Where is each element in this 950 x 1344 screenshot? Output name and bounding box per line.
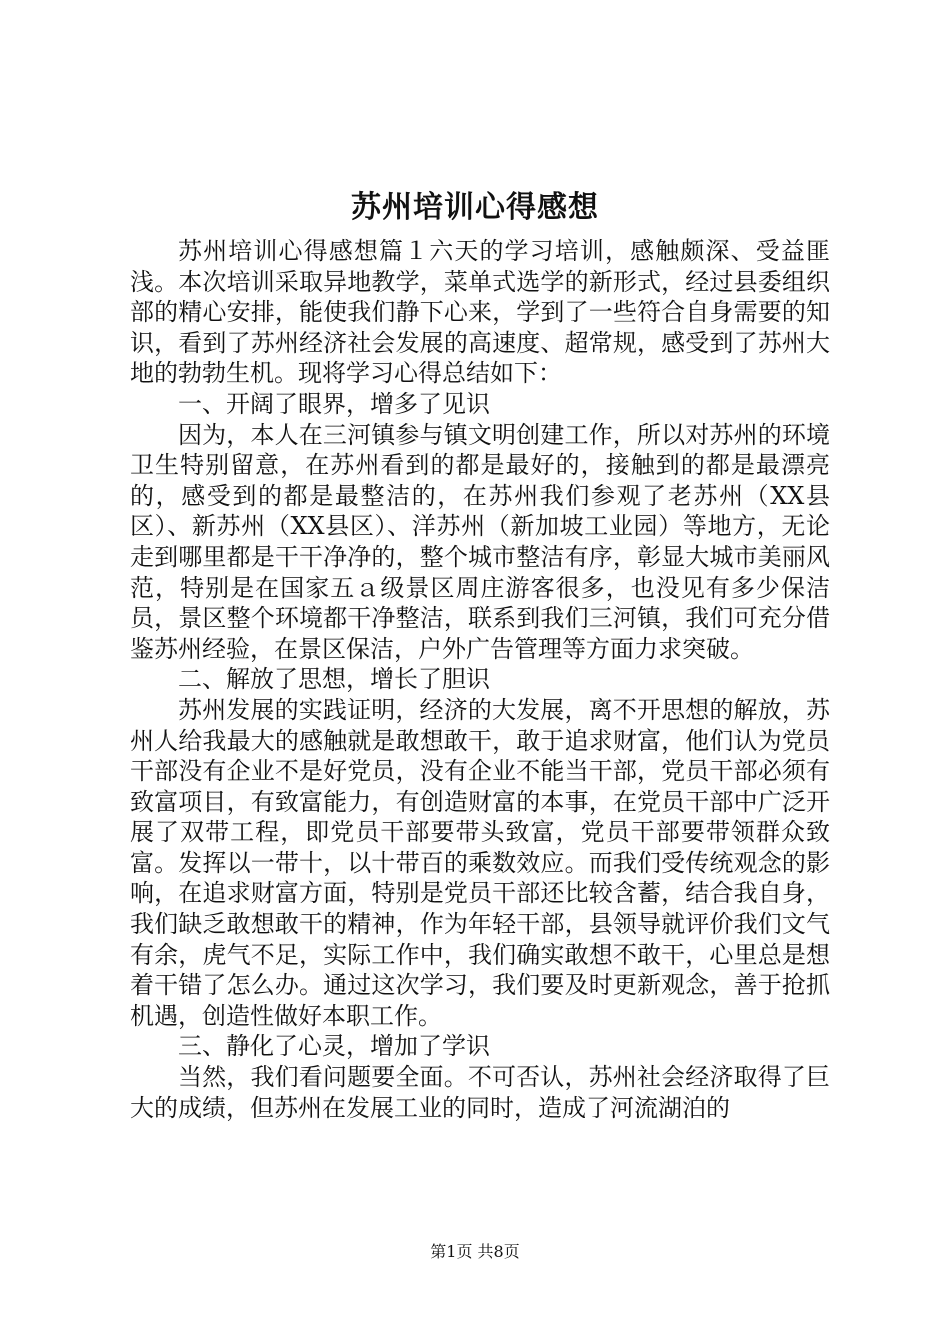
document-title: 苏州培训心得感想	[351, 190, 599, 225]
section-paragraph-1: 因为，本人在三河镇参与镇文明创建工作，所以对苏州的环境卫生特别留意，在苏州看到的都是最好的，接触到的都是最漂亮的，感受到的都是最整洁的，在苏州我们参观了老苏州（XX县区）、新苏州（XX县区）、洋苏州（新加坡工业园）等地方，无论走到哪里都是干干净净的，整个城市整洁有序，彰显大城市美丽风范，特别是在国家五ａ级景区周庄游客很多，也没见有多少保洁员，景区整个环境都干净整洁，联系到我们三河镇，我们可充分借鉴苏州经验，在景区保洁，户外广告管理等方面力求突破。	[130, 420, 830, 663]
section-paragraph-3: 当然，我们看问题要全面。不可否认，苏州社会经济取得了巨大的成绩，但苏州在发展工业的同时，造成了河流湖泊的	[130, 1063, 830, 1122]
page-footer: 第1页 共8页	[430, 1242, 520, 1261]
section-heading-3: 三、静化了心灵，增加了学识	[178, 1032, 490, 1061]
intro-paragraph: 苏州培训心得感想篇１六天的学习培训，感触颇深、受益匪浅。本次培训采取异地教学，菜单式选学的新形式，经过县委组织部的精心安排，能使我们静下心来，学到了一些符合自身需要的知识，看到了苏州经济社会发展的高速度、超常规，感受到了苏州大地的勃勃生机。现将学习心得总结如下：	[130, 237, 830, 388]
section-heading-1: 一、开阔了眼界，增多了见识	[178, 389, 490, 418]
section-paragraph-2: 苏州发展的实践证明，经济的大发展，离不开思想的解放，苏州人给我最大的感触就是敢想敢干，敢于追求财富，他们认为党员干部没有企业不是好党员，没有企业不能当干部，党员干部必须有致富项目，有致富能力，有创造财富的本事，在党员干部中广泛开展了双带工程，即党员干部要带头致富，党员干部要带领群众致富。发挥以一带十，以十带百的乘数效应。而我们受传统观念的影响，在追求财富方面，特别是党员干部还比较含蓄，结合我自身，我们缺乏敢想敢干的精神，作为年轻干部，县领导就评价我们文气有余，虎气不足，实际工作中，我们确实敢想不敢干，心里总是想着干错了怎么办。通过这次学习，我们要及时更新观念，善于抢抓机遇，创造性做好本职工作。	[130, 695, 830, 1030]
document-body	[130, 236, 830, 1123]
section-heading-2: 二、解放了思想，增长了胆识	[178, 665, 490, 694]
